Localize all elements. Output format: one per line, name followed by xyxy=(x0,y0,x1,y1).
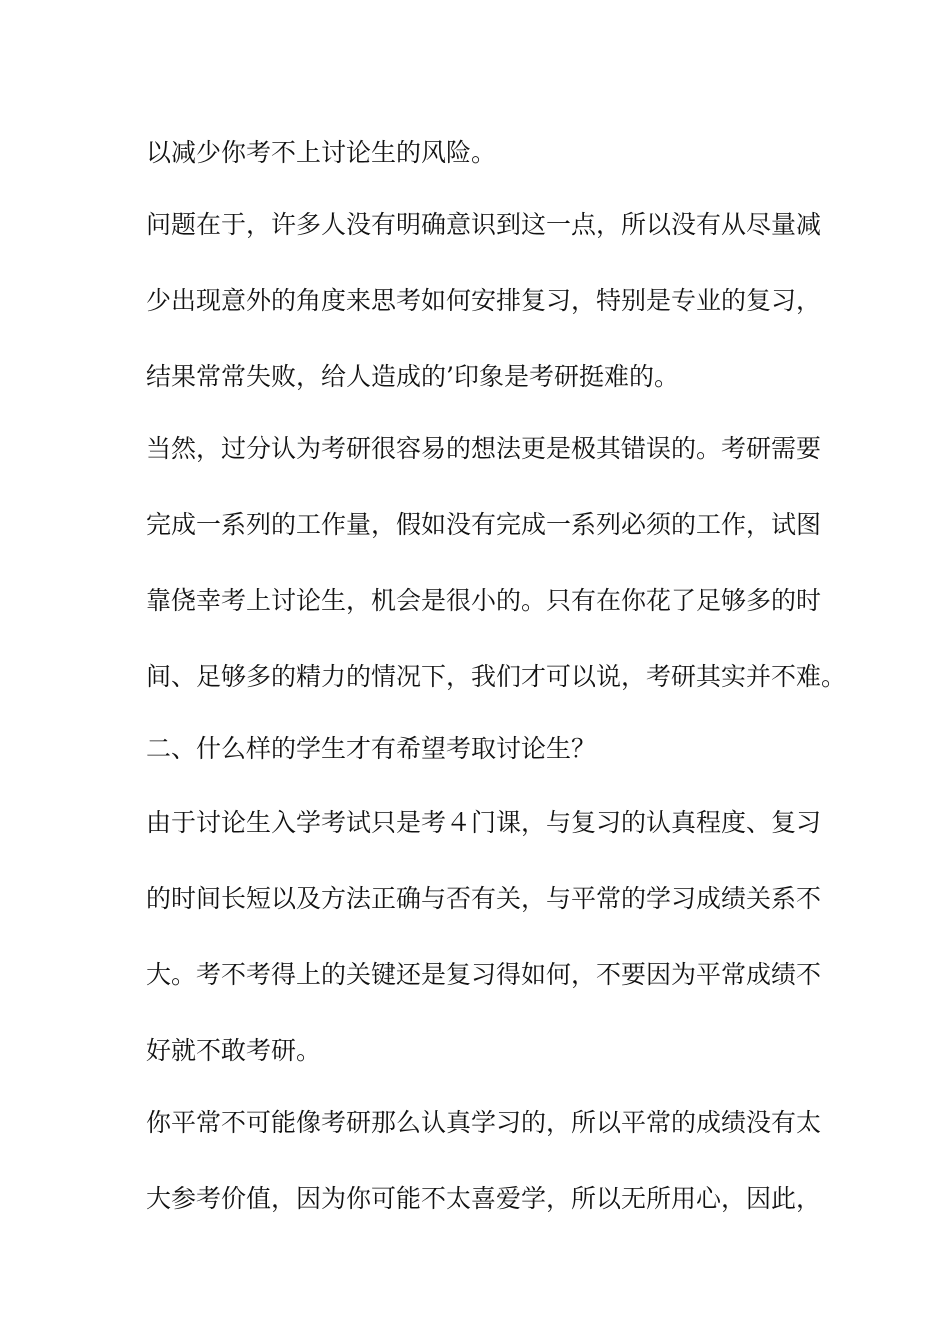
text-line: 完成一系列的工作量，假如没有完成一系列必须的工作，试图 xyxy=(146,510,822,539)
text-line: 你平常不可能像考研那么认真学习的，所以平常的成绩没有太 xyxy=(146,1108,822,1137)
text-line: 的时间长短以及方法正确与否有关，与平常的学习成绩关系不 xyxy=(146,884,822,913)
text-line: 问题在于，许多人没有明确意识到这一点，所以没有从尽量减 xyxy=(146,210,822,239)
section-heading: 二、什么样的学生才有希望考取讨论生？ xyxy=(146,734,597,763)
text-line: 靠侥幸考上讨论生，机会是很小的。只有在你花了足够多的时 xyxy=(146,586,822,615)
text-line: 好就不敢考研。 xyxy=(146,1036,322,1065)
text-line: 结果常常失败，给人造成的’印象是考研挺难的。 xyxy=(146,362,679,391)
text-line: 间、足够多的精力的情况下，我们才可以说，考研其实并不难。 xyxy=(146,662,847,691)
text-line: 当然，过分认为考研很容易的想法更是极其错误的。考研需要 xyxy=(146,434,822,463)
text-line: 大参考价值，因为你可能不太喜爱学，所以无所用心，因此， xyxy=(146,1184,822,1213)
text-line: 少出现意外的角度来思考如何安排复习，特别是专业的复习， xyxy=(146,286,822,315)
text-line: 大。考不考得上的关键还是复习得如何，不要因为平常成绩不 xyxy=(146,960,822,989)
text-line: 由于讨论生入学考试只是考４门课，与复习的认真程度、复习 xyxy=(146,808,822,837)
text-line: 以减少你考不上讨论生的风险。 xyxy=(146,138,497,167)
